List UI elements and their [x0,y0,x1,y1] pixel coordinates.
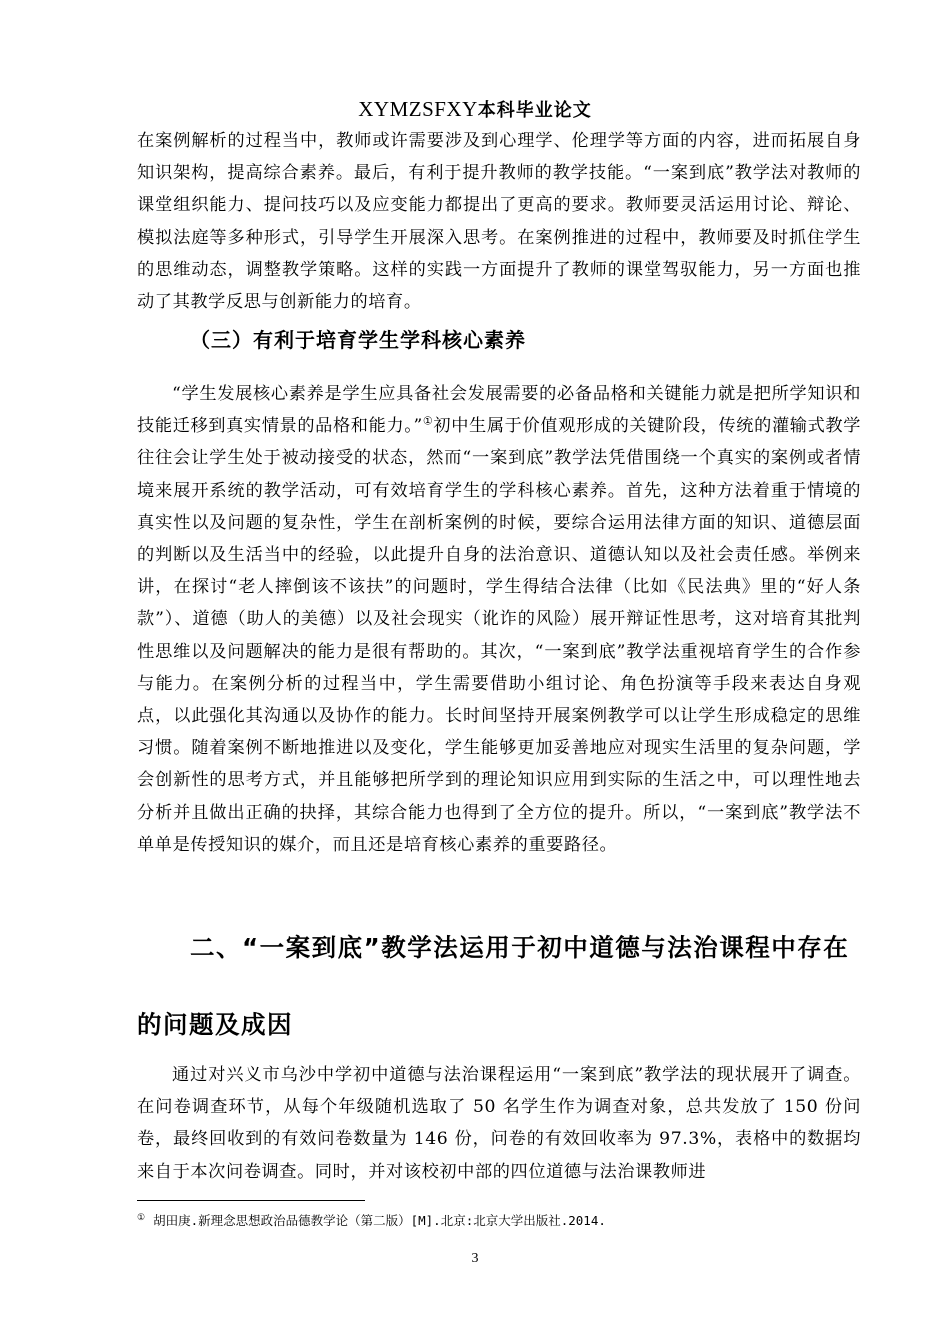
paragraph-core-literacy [137,378,861,861]
paragraph-quote: “学生发展核心素养是学生应具备社会发展需要的必备品格和关键能力就是把所学知识和技能迁移到真实情景的品格和能力。” [137,384,861,437]
footnote-reference[interactable]: ① [422,414,434,428]
footnote-divider [137,1200,365,1201]
page-header [0,96,950,124]
header-code: XYMZSFXY [358,97,478,121]
chapter-heading-line-1: 二、“一案到底”教学法运用于初中道德与法治课程中存在 [190,933,850,962]
header-title: 本科毕业论文 [477,100,592,121]
chapter-heading-line-2: 的问题及成因 [137,1010,293,1039]
paragraph-survey: 通过对兴义市乌沙中学初中道德与法治课程运用“一案到底”教学法的现状展开了调查。在问卷调查环节，从每个年级随机选取了 50 名学生作为调查对象，总共发放了 150 份问卷，最终回收到的有效问卷数量为 146 份，问卷的有效回收率为 97.3%，表格中的数据均来自于本次问卷调查。同时，并对该校初中部的四位道德与法治课教师进 [137,1065,861,1182]
page-number: 3 [471,1251,479,1266]
section-heading-3: （三）有利于培育学生学科核心素养 [190,328,526,352]
footnote-mark: ① [137,1212,146,1223]
paragraph-teacher-skills: 在案例解析的过程当中，教师或许需要涉及到心理学、伦理学等方面的内容，进而拓展自身知识架构，提高综合素养。最后，有利于提升教师的教学技能。“一案到底”教学法对教师的课堂组织能力、提问技巧以及应变能力都提出了更高的要求。教师要灵活运用讨论、辩论、模拟法庭等多种形式，引导学生开展深入思考。在案例推进的过程中，教师要及时抓住学生的思维动态，调整教学策略。这样的实践一方面提升了教师的课堂驾驭能力，另一方面也推动了其教学反思与创新能力的培育。 [137,131,861,313]
footnote [137,1212,861,1230]
footnote-text: 胡田庚.新理念思想政治品德教学论（第二版）[M].北京:北京大学出版社.2014. [153,1213,606,1228]
paragraph-body: 初中生属于价值观形成的关键阶段，传统的灌输式教学往往会让学生处于被动接受的状态，然而“一案到底”教学法凭借围绕一个真实的案例或者情境来展开系统的教学活动，可有效培育学生的学科核心素养。首先，这种方法着重于情境的真实性以及问题的复杂性，学生在剖析案例的时候，要综合运用法律方面的知识、道德层面的判断以及生活当中的经验，以此提升自身的法治意识、道德认知以及社会责任感。举例来讲，在探讨“老人摔倒该不该扶”的问题时，学生得结合法律（比如《民法典》里的“好人条款”）、道德（助人的美德）以及社会现实（讹诈的风险）展开辩证性思考，这对培育其批判性思维以及问题解决的能力是很有帮助的。其次，“一案到底”教学法重视培育学生的合作参与能力。在案例分析的过程当中，学生需要借助小组讨论、角色扮演等手段来表达自身观点，以此强化其沟通以及协作的能力。长时间坚持开展案例教学可以让学生形成稳定的思维习惯。随着案例不断地推进以及变化，学生能够更加妥善地应对现实生活里的复杂问题，学会创新性的思考方式，并且能够把所学到的理论知识应用到实际的生活之中，可以理性地去分析并且做出正确的抉择，其综合能力也得到了全方位的提升。所以，“一案到底”教学法不单单是传授知识的媒介，而且还是培育核心素养的重要路径。 [137,416,862,855]
